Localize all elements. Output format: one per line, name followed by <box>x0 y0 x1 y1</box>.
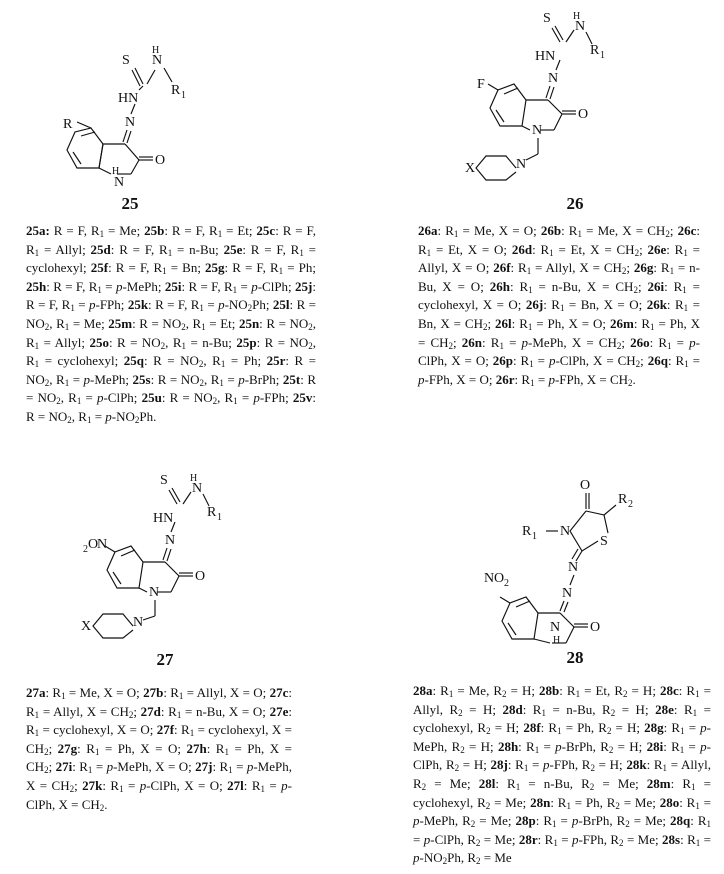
atom-N: N <box>550 620 561 635</box>
structure-27 <box>75 470 295 640</box>
bond <box>526 154 538 160</box>
bond <box>164 68 172 82</box>
bond <box>522 126 530 130</box>
bond <box>127 131 131 143</box>
bond <box>132 70 140 86</box>
bond <box>488 84 498 90</box>
atom-R1-sub: 1 <box>532 531 537 542</box>
bond <box>552 28 560 42</box>
bond <box>125 144 139 174</box>
bond <box>570 575 574 585</box>
structure-27-drawing <box>75 470 295 640</box>
atom-R1-sub: 1 <box>181 90 186 101</box>
atom-N: N <box>192 481 203 496</box>
atom-S: S <box>160 473 168 488</box>
atom-R: R <box>63 117 73 132</box>
atom-HN: HN <box>535 49 556 64</box>
bond <box>99 168 111 174</box>
compound-id-28: 28 <box>566 648 584 667</box>
atom-O: O <box>590 620 601 635</box>
atom-NO2-O: O <box>494 571 505 586</box>
structure-28-nitro <box>484 568 534 589</box>
bond <box>81 132 95 136</box>
atom-N: N <box>532 123 543 138</box>
bond <box>123 130 127 142</box>
atom-N: N <box>568 560 579 575</box>
bond <box>548 100 562 130</box>
atom-H: H <box>573 11 581 22</box>
atom-S: S <box>600 534 608 549</box>
atom-H: H <box>553 635 561 646</box>
bond <box>566 30 574 42</box>
atom-N: N <box>133 615 144 630</box>
atom-N: N <box>114 175 125 190</box>
bond <box>556 60 560 70</box>
atom-R1: R <box>207 505 217 520</box>
legend-28: 28a: $R_1 = Me$, $R_2 = H$; 28b: $R_1 = Et$, $R_2 = H$; 28c: $R_1$ = Allyl, $R_2 = H$; 28d: $R_1 = n-Bu$, $R_2 = H$; 28e: $R_1$ = cyclohexyl, $R_2 = H$; 28f: $R_1 = Ph$, $R_2 = H$; 28g: $R_1$ = p-MePh, $R_2 = H$; 28h: $R_1$ = p-BrPh, $R_2 = H$; 28i: $R_1$ = p-ClPh, $R_2 = H$; 28j: $R_1 = p-FPh$, $R_2 = H$; 28k: $R_1$ = Allyl, $R_2 = Me$; 28l: $R_1 = n-Bu$, $R_2 = Me$; 28m: $R_1$ = cyclohexyl, $R_2 = Me$; 28n: $R_1 = Ph$, $R_2 = Me$; 28o: $R_1$ = p-MePh, $R_2 = Me$; 28p: $R_1$ = p-BrPh, $R_2 = Me$; 28q: $R_1$ = p-ClPh, $R_2 = Me$; 28r: $R_1 = p-FPh$, $R_2 = Me$; 28s: $R_1 = p-NO_2Ph$, $R_2 = Me$ <box>413 683 712 867</box>
ring <box>67 128 125 168</box>
bond <box>121 550 135 556</box>
atom-O: O <box>578 107 589 122</box>
atom-R1: R <box>171 83 181 98</box>
structure-25-drawing <box>55 45 275 190</box>
atom-O: O <box>195 569 206 584</box>
ring <box>570 511 598 551</box>
atom-N: N <box>152 53 163 68</box>
atom-O: O <box>155 153 166 168</box>
atom-H: H <box>152 45 160 56</box>
atom-R1-sub: 1 <box>600 50 605 61</box>
atom-X: X <box>81 619 92 634</box>
atom-N: N <box>125 115 136 130</box>
atom-R2: R <box>618 492 628 507</box>
atom-NO2-O-sub: 2 <box>83 544 88 555</box>
atom-N: N <box>560 524 571 539</box>
atom-N: N <box>516 157 527 172</box>
ring <box>93 614 133 638</box>
bond <box>165 562 179 592</box>
bond <box>534 639 550 643</box>
atom-S: S <box>122 53 130 68</box>
atom-NO2-O-sub: 2 <box>504 578 509 589</box>
bond <box>143 616 155 620</box>
atom-R1-sub: 1 <box>217 512 222 523</box>
atom-F: F <box>477 77 485 92</box>
atom-NO2-O: O <box>88 537 99 552</box>
compound-id-25: 25 <box>121 194 139 213</box>
atom-N: N <box>548 71 559 86</box>
atom-N: N <box>165 533 176 548</box>
bond <box>139 588 147 592</box>
compound-id-27: 27 <box>156 650 174 669</box>
bond <box>139 86 143 90</box>
atom-X: X <box>465 161 476 176</box>
atom-R2-sub: 2 <box>628 499 633 510</box>
atom-N: N <box>149 585 160 600</box>
bond <box>604 505 616 515</box>
atom-NO2-N: N <box>97 537 108 552</box>
atom-HN: HN <box>153 511 174 526</box>
legend-27: 27a: $R_1 = Me$, X = O; 27b: $R_1$ = Allyl, X = O; 27c: $R_1$ = Allyl, $X = CH_2$; 27d: $R_1 = n-Bu$, X = O; 27e: $R_1$ = cyclohexyl, X = O; 27f: $R_1$ = cyclohexyl, $X = CH_2$; 27g: $R_1 = Ph$, X = O; 27h: $R_1 = Ph$, $X = CH_2$; 27i: $R_1$ = p-MePh, X = O; 27j: $R_1$ = p-MePh, $X = CH_2$; 27k: $R_1$ = p-ClPh, X = O; 27l: $R_1$ = p-ClPh, $X = CH_2$. <box>26 685 292 813</box>
bond <box>572 549 578 559</box>
compound-id-26: 26 <box>566 194 584 213</box>
bond <box>504 88 518 94</box>
atom-R1: R <box>590 43 600 58</box>
structure-28-nitro-drawing <box>484 568 534 589</box>
bond <box>550 87 554 99</box>
legend-26: 26a: $R_1 = Me$, X = O; 26b: $R_1 = Me$, $X = CH_2$; 26c: $R_1 = Et$, X = O; 26d: $R_1 = Et$, $X = CH_2$; 26e: $R_1$ = Allyl, X = O; 26f: $R_1$ = Allyl, $X = CH_2$; 26g: $R_1 = n-Bu$, X = O; 26h: $R_1 = n-Bu$, $X = CH_2$; 26i: $R_1$ = cyclohexyl, X = O; 26j: $R_1 = Bn$, X = O; 26k: $R_1 = Bn$, $X = CH_2$; 26l: $R_1 = Ph$, X = O; 26m: $R_1 = Ph$, $X = CH_2$; 26n: $R_1$ = p-MePh, $X = CH_2$; 26o: $R_1$ = p-ClPh, X = O; 26p: $R_1$ = p-ClPh, $X = CH_2$; 26q: $R_1 = p-FPh$, X = O; 26r: $R_1 = p-FPh$, $X = CH_2$. <box>418 223 701 388</box>
atom-N: N <box>575 19 586 34</box>
legend-25: 25a: R = F, $R_1 = Me$; 25b: R = F, $R_1 = Et$; 25c: R = F, $R_1$ = Allyl; 25d: R = F, $R_1 = n-Bu$; 25e: R = F, $R_1$ = cyclohexyl; 25f: R = F, $R_1 = Bn$; 25g: R = F, $R_1 = Ph$; 25h: R = F, $R_1$ = p-MePh; 25i: R = F, $R_1$ = p-ClPh; 25j: R = F, $R_1 = p-FPh$; 25k: R = F, $R_1 = p-NO_2Ph$; 25l: $R = NO_2$, $R_1 = Me$; 25m: $R = NO_2$, $R_1 = Et$; 25n: $R = NO_2$, $R_1$ = Allyl; 25o: $R = NO_2$, $R_1 = n-Bu$; 25p: $R = NO_2$, $R_1$ = cyclohexyl; 25q: $R = NO_2$, $R_1 = Ph$; 25r: $R = NO_2$, $R_1$ = p-MePh; 25s: $R = NO_2$, $R_1$ = p-BrPh; 25t: $R = NO_2$, $R_1$ = p-ClPh; 25u: $R = NO_2$, $R_1 = p-FPh$; 25v: $R = NO_2$, $R_1 = p-NO_2Ph$. <box>26 223 317 425</box>
bond <box>99 144 103 168</box>
bond <box>163 548 167 560</box>
atom-N: N <box>562 586 573 601</box>
bond <box>77 122 91 128</box>
structure-26-drawing <box>465 8 720 198</box>
bond <box>183 492 191 504</box>
bond <box>135 68 143 84</box>
atom-H: H <box>112 166 120 177</box>
atom-HN: HN <box>118 91 139 106</box>
ring <box>490 84 548 126</box>
bond <box>147 70 155 84</box>
structure-25 <box>55 45 275 190</box>
bond <box>555 26 563 40</box>
atom-R1: R <box>522 524 532 539</box>
atom-O: O <box>580 478 591 493</box>
structure-26 <box>465 8 720 198</box>
atom-S: S <box>543 11 551 26</box>
bond <box>172 488 180 502</box>
bond <box>167 549 171 561</box>
ring <box>107 546 165 588</box>
atom-NO2-N: N <box>484 571 495 586</box>
atom-H: H <box>190 473 198 484</box>
ring <box>476 156 516 180</box>
bond <box>169 490 177 504</box>
bond <box>546 86 550 98</box>
